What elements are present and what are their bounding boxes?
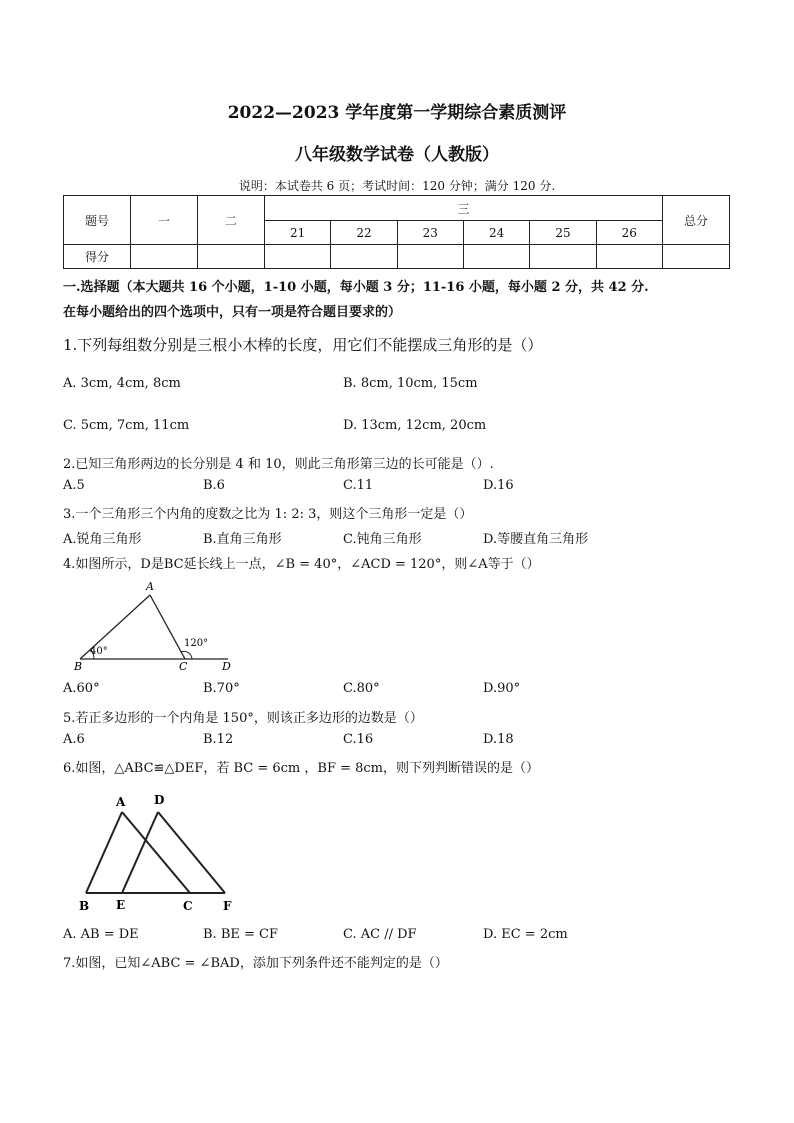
- section-header-line2: 在每小题给出的四个选项中，只有一项是符合题目要求的）: [63, 305, 402, 320]
- q2-option-a: A.5: [63, 478, 85, 493]
- score-table-subcol: 25: [530, 221, 596, 245]
- score-table: [63, 195, 730, 269]
- q4-label-c: C: [179, 660, 188, 672]
- q1-option-a: A. 3cm, 4cm, 8cm: [63, 376, 181, 391]
- question-5-stem: 5.若正多边形的一个内角是 150°，则该正多边形的边数是（）: [63, 711, 423, 726]
- q6-label-b: B: [79, 899, 90, 913]
- question-6-stem: 6.如图，△ABC≌△DEF，若 BC = 6cm ，BF = 8cm，则下列判断错误的是（）: [63, 761, 540, 776]
- q2-option-d: D.16: [483, 478, 514, 493]
- q4-triangle-figure: [70, 577, 240, 672]
- q1-option-d: D. 13cm, 12cm, 20cm: [343, 418, 487, 433]
- score-table-col-2: 二: [198, 196, 265, 245]
- question-4-stem: 4.如图所示，D是BC延长线上一点，∠B = 40°，∠ACD = 120°，则∠A等于（）: [63, 557, 540, 572]
- score-table-total: 总分: [663, 196, 730, 245]
- score-table-subcol: 22: [331, 221, 397, 245]
- score-table-col-3: 三: [265, 196, 663, 221]
- q6-triangles-figure: [72, 790, 247, 915]
- q4-option-d: D.90°: [483, 681, 521, 696]
- q6-side-df: [158, 812, 225, 893]
- score-cell: [663, 245, 730, 269]
- q6-label-c: C: [183, 899, 193, 913]
- score-table-subcol: 24: [463, 221, 529, 245]
- q6-label-e: E: [116, 898, 126, 912]
- q6-option-a: A. AB = DE: [63, 927, 139, 942]
- score-table-col-1: 一: [131, 196, 198, 245]
- score-table-row-label: 得分: [64, 245, 131, 269]
- q6-label-f: F: [223, 899, 232, 913]
- q4-option-b: B.70°: [203, 681, 240, 696]
- question-1-stem: 1.下列每组数分别是三根小木棒的长度，用它们不能摆成三角形的是（）: [63, 336, 543, 354]
- q4-angle-b-label: 40°: [90, 646, 108, 657]
- score-table-subcol: 26: [596, 221, 662, 245]
- q1-option-b: B. 8cm, 10cm, 15cm: [343, 376, 478, 391]
- q4-label-d: D: [222, 660, 231, 672]
- score-table-subcol: 21: [265, 221, 331, 245]
- q3-option-d: D.等腰直角三角形: [483, 532, 589, 547]
- q4-option-c: C.80°: [343, 681, 380, 696]
- question-2-stem: 2.已知三角形两边的长分别是 4 和 10，则此三角形第三边的长可能是（）.: [63, 457, 494, 472]
- q6-label-a: A: [116, 795, 126, 809]
- score-cell: [530, 245, 596, 269]
- section-header-line1: 一.选择题（本大题共 16 个小题，1-10 小题，每小题 3 分；11-16 小题，每小题 2 分，共 42 分.: [63, 280, 649, 295]
- q5-option-d: D.18: [483, 732, 514, 747]
- q2-option-c: C.11: [343, 478, 374, 493]
- q3-option-b: B.直角三角形: [203, 532, 282, 547]
- question-7-stem: 7.如图，已知∠ABC = ∠BAD，添加下列条件还不能判定的是（）: [63, 956, 448, 971]
- score-cell: [198, 245, 265, 269]
- score-cell: [397, 245, 463, 269]
- score-cell: [463, 245, 529, 269]
- score-cell: [265, 245, 331, 269]
- exam-note: 说明：本试卷共 6 页；考试时间：120 分钟；满分 120 分.: [238, 179, 556, 193]
- q6-side-de: [122, 812, 158, 893]
- exam-title: 2022—2023 学年度第一学期综合素质测评: [227, 103, 567, 123]
- q5-option-b: B.12: [203, 732, 234, 747]
- question-3-stem: 3.一个三角形三个内角的度数之比为 1: 2: 3，则这个三角形一定是（）: [63, 507, 473, 522]
- q4-label-a: A: [146, 580, 154, 593]
- q4-label-b: B: [74, 660, 83, 672]
- score-cell: [331, 245, 397, 269]
- q6-side-ab: [86, 812, 122, 893]
- q4-side-ac: [150, 595, 185, 659]
- q6-label-d: D: [154, 793, 165, 807]
- q5-option-a: A.6: [63, 732, 85, 747]
- q6-option-b: B. BE = CF: [203, 927, 278, 942]
- score-table-subcol: 23: [397, 221, 463, 245]
- q4-angle-c-label: 120°: [184, 638, 209, 649]
- q6-option-d: D. EC = 2cm: [483, 927, 568, 942]
- score-cell: [131, 245, 198, 269]
- q1-option-c: C. 5cm, 7cm, 11cm: [63, 418, 190, 433]
- q3-option-c: C.钝角三角形: [343, 532, 422, 547]
- q6-option-c: C. AC // DF: [343, 927, 417, 942]
- q6-side-ac: [122, 812, 190, 893]
- q4-option-a: A.60°: [63, 681, 100, 696]
- exam-subtitle: 八年级数学试卷（人教版）: [295, 145, 499, 165]
- score-table-header-label: 题号: [64, 196, 131, 245]
- q5-option-c: C.16: [343, 732, 374, 747]
- q3-option-a: A.锐角三角形: [63, 532, 142, 547]
- q2-option-b: B.6: [203, 478, 225, 493]
- score-cell: [596, 245, 662, 269]
